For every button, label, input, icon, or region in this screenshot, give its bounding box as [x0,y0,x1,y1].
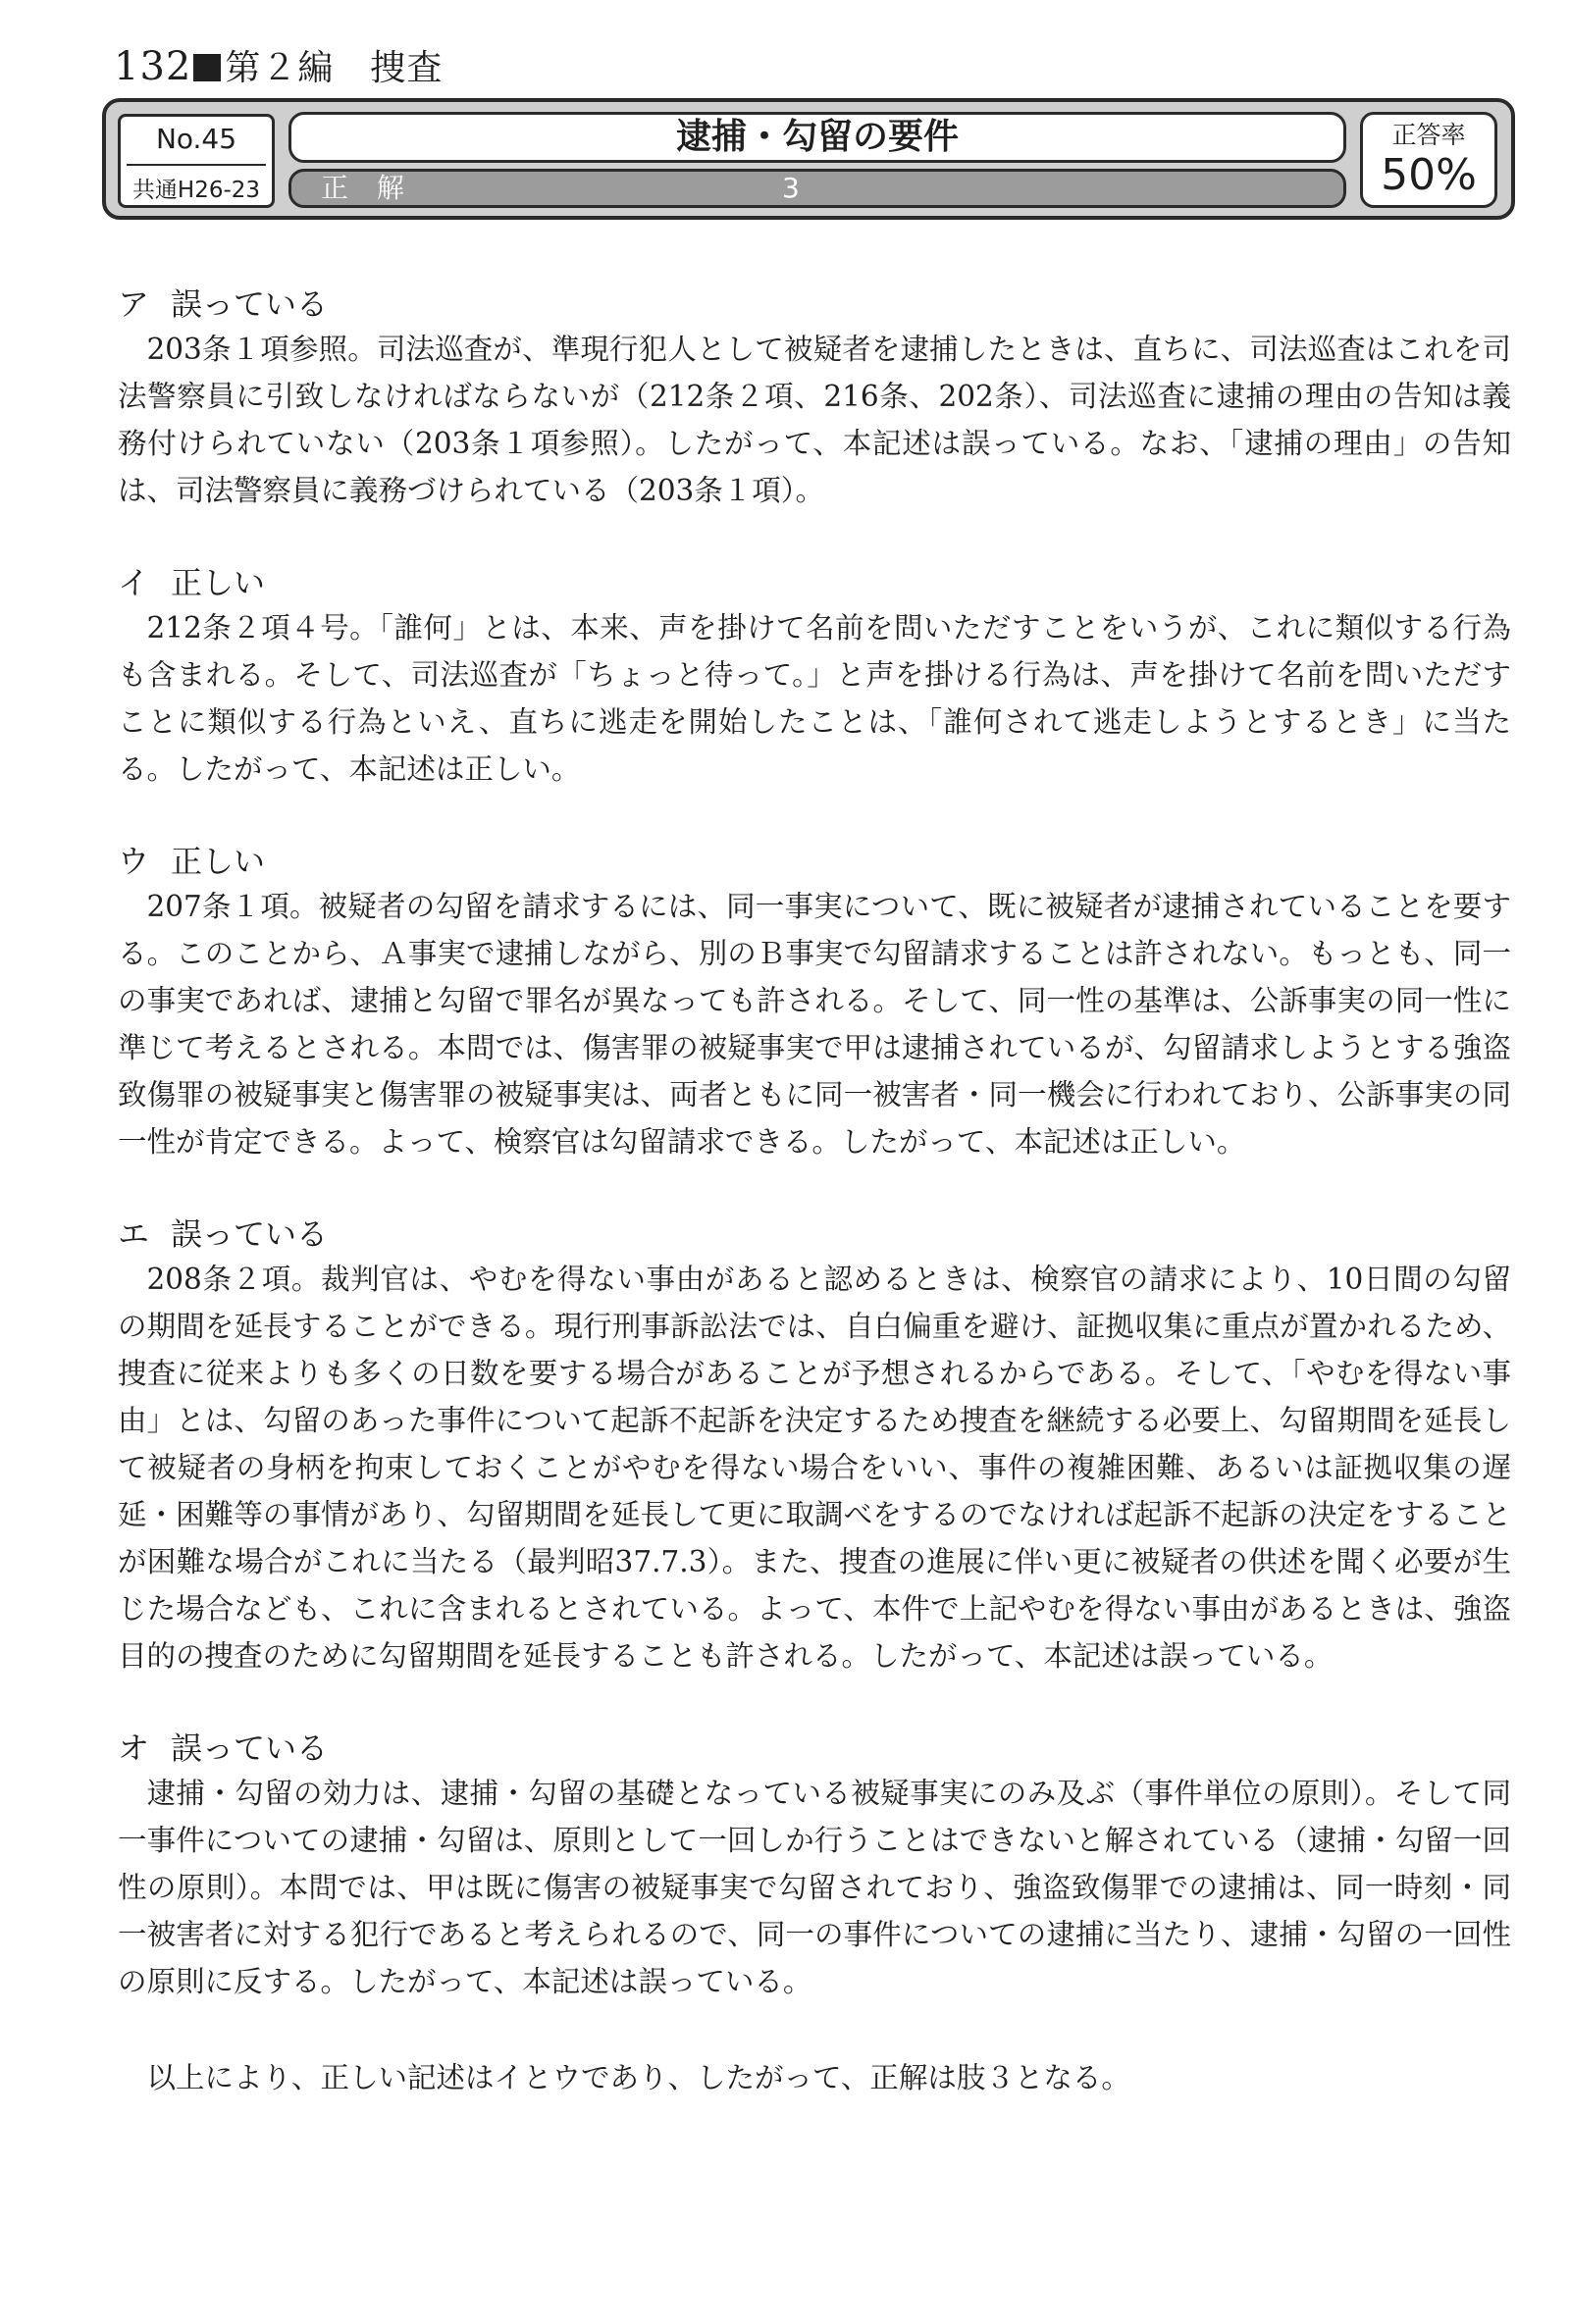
section-text [118,604,1511,793]
text-run: したがって、本記述は誤っている。 [870,1639,1334,1673]
section-verdict: 誤っている [171,1215,329,1253]
emphasized-text: 「誰何」とは、本来、声を掛けて名前を問いただすことをいうが、これに類似する行為も含まれる。そして、司法巡査が「ちょっと待って。」と声を掛ける行為は、声を掛けて名前を問いただすことに類似する行為といえ、直ちに逃走を開始したことは、「誰何されて逃走しようとするとき」に当たる。 [118,611,1511,786]
text-run: （ [1279,1824,1308,1857]
section-mark: イ [118,564,150,601]
text-run: 203条１項参照。司法巡査が、準現行犯人として被疑者を逮捕したときは、 [146,333,1133,366]
text-run: よって、検察官は勾留請求できる。したがって、本記述は正しい。 [378,1125,1246,1159]
divider [127,164,266,166]
text-run: 208条２項。裁判官は、やむを得ない事由があると認めるときは、検察官の請求により、10日間の勾留の期間を延長することができる。現行刑事訴訟法では、自白偏重を避け、証拠収集に重点が置かれるため、捜査に従来よりも多くの日数を要する場合があることが予想されるからである。そして、 [118,1263,1511,1390]
section-mark: オ [118,1730,150,1767]
exam-reference: 共通H26-23 [131,178,261,203]
answer-bar [288,169,1346,208]
correct-rate-box [1360,112,1497,208]
section-verdict: 正しい [171,843,266,880]
section-text [118,1770,1511,2005]
text-run: 212条２項４号。 [146,611,380,645]
explanation-section [118,1729,1511,2005]
text-run: （203条１項参照）。したがって、本記述は誤っている。なお、「逮捕の理由」の告知は、司法警察員に義務づけられている（203条１項）。 [118,427,1511,507]
text-run: （212条２項、216条、202条）、 [619,380,1069,413]
answer-label: 正 解 [321,172,414,204]
explanation-section [118,284,1511,514]
question-id-box [118,114,275,208]
explanation-section [118,1214,1511,1679]
section-verdict: 誤っている [171,1730,329,1767]
emphasized-text: 「やむを得ない事由」とは、勾留のあった事件について起訴不起訴を決定するため捜査を継続する必要上、勾留期間を延長して被疑者の身柄を拘束しておくことがやむを得ない場合をいい [118,1357,1511,1484]
correct-rate-value: 50% [1381,150,1477,200]
running-head [114,45,443,90]
text-run: したがって、本記述は正しい。 [176,752,581,786]
section-heading [118,1214,1511,1254]
explanation-section [118,563,1511,793]
emphasized-text: 勾留請求しようとする強盗致傷罪の被疑事実と傷害罪の被疑事実は、両者ともに同一被害者・同一機会に行われており、公訴事実の同一性が肯定できる。 [118,1031,1511,1159]
explanation-section [118,842,1511,1165]
page-number: 132 [114,44,192,89]
section-heading [118,563,1511,602]
question-title: 逮捕・勾留の要件 [288,112,1346,163]
explanation-body [118,284,1511,2101]
text-run: 207条１項。被疑者の勾留を請求するには、同一事実について、既に被疑者が逮捕されていることを要する。このことから、Ａ事実で逮捕しながら、別のＢ事実で勾留請求することは許されない。もっとも、同一の事実であれば、逮捕と勾留で罪名が異なっても許される。そして、同一性の基準は、公訴事実の同一性に準じて考えるとされる。本問では、傷害罪の被疑事実で甲は逮捕されているが、 [118,890,1511,1064]
correct-rate-label: 正答率 [1391,121,1466,149]
emphasized-text: 捜査の進展に伴い更に被疑者の供述を聞く必要が生じた場合 [118,1545,1511,1626]
emphasized-text: 同一事件についての逮捕・勾留は、原則として一回しか行うことはできないと解されている [118,1777,1511,1857]
part-title: 第２編 捜査 [225,48,444,88]
emphasized-text: 直ちに、司法巡査はこれを司法警察員に引致しなければならないが [118,333,1511,413]
text-run: したがって、本記述は誤っている。 [349,1965,812,1998]
section-mark: エ [118,1215,150,1253]
section-heading [118,1729,1511,1768]
text-run: 、事件の複雑困難、あるいは証拠収集の遅延・困難等の事情があり、勾留期間を延長して更に取調べをするのでなければ起訴不起訴の決定をすることが困難な場合がこれに当たる（最判昭37.7.3）。また、 [118,1451,1511,1578]
section-mark: ウ [118,843,150,880]
section-heading [118,842,1511,881]
emphasized-text: 司法巡査に逮捕の理由の告知は義務付けられていない [118,380,1511,460]
answer-value: 3 [782,172,800,204]
square-mark-icon [193,54,221,81]
text-run: 逮捕・勾留の効力は、逮捕・勾留の基礎となっている被疑事実にのみ及ぶ（事件単位の原則）。そして [146,1777,1483,1810]
question-header [102,98,1515,220]
section-heading [118,284,1511,324]
question-number: No.45 [155,123,237,155]
section-verdict: 正しい [171,564,266,601]
section-text [118,883,1511,1165]
explanation-sections [118,284,1511,2005]
text-run: ）。本問では、甲は既に傷害の被疑事実で勾留されており、強盗致傷罪での逮捕は、同一時刻・同一被害者に対する犯行であると考えられるので、 [118,1871,1511,1951]
section-verdict: 誤っている [171,285,329,323]
text-run: なども、これに含まれるとされている。よって、 [234,1592,872,1626]
emphasized-text: 同一の事件についての逮捕に当たり、逮捕・勾留の一回性の原則に反する。 [118,1918,1511,1998]
emphasized-text: 本件で上記やむを得ない事由があるときは、強盗目的の捜査のために勾留期間を延長することも許される。 [118,1592,1511,1673]
section-text [118,1256,1511,1679]
conclusion: 以上により、正しい記述はイとウであり、したがって、正解は肢３となる。 [146,2061,1130,2094]
emphasized-text: 逮捕・勾留一回性の原則 [118,1824,1511,1904]
section-mark: ア [118,285,150,323]
section-text [118,326,1511,514]
